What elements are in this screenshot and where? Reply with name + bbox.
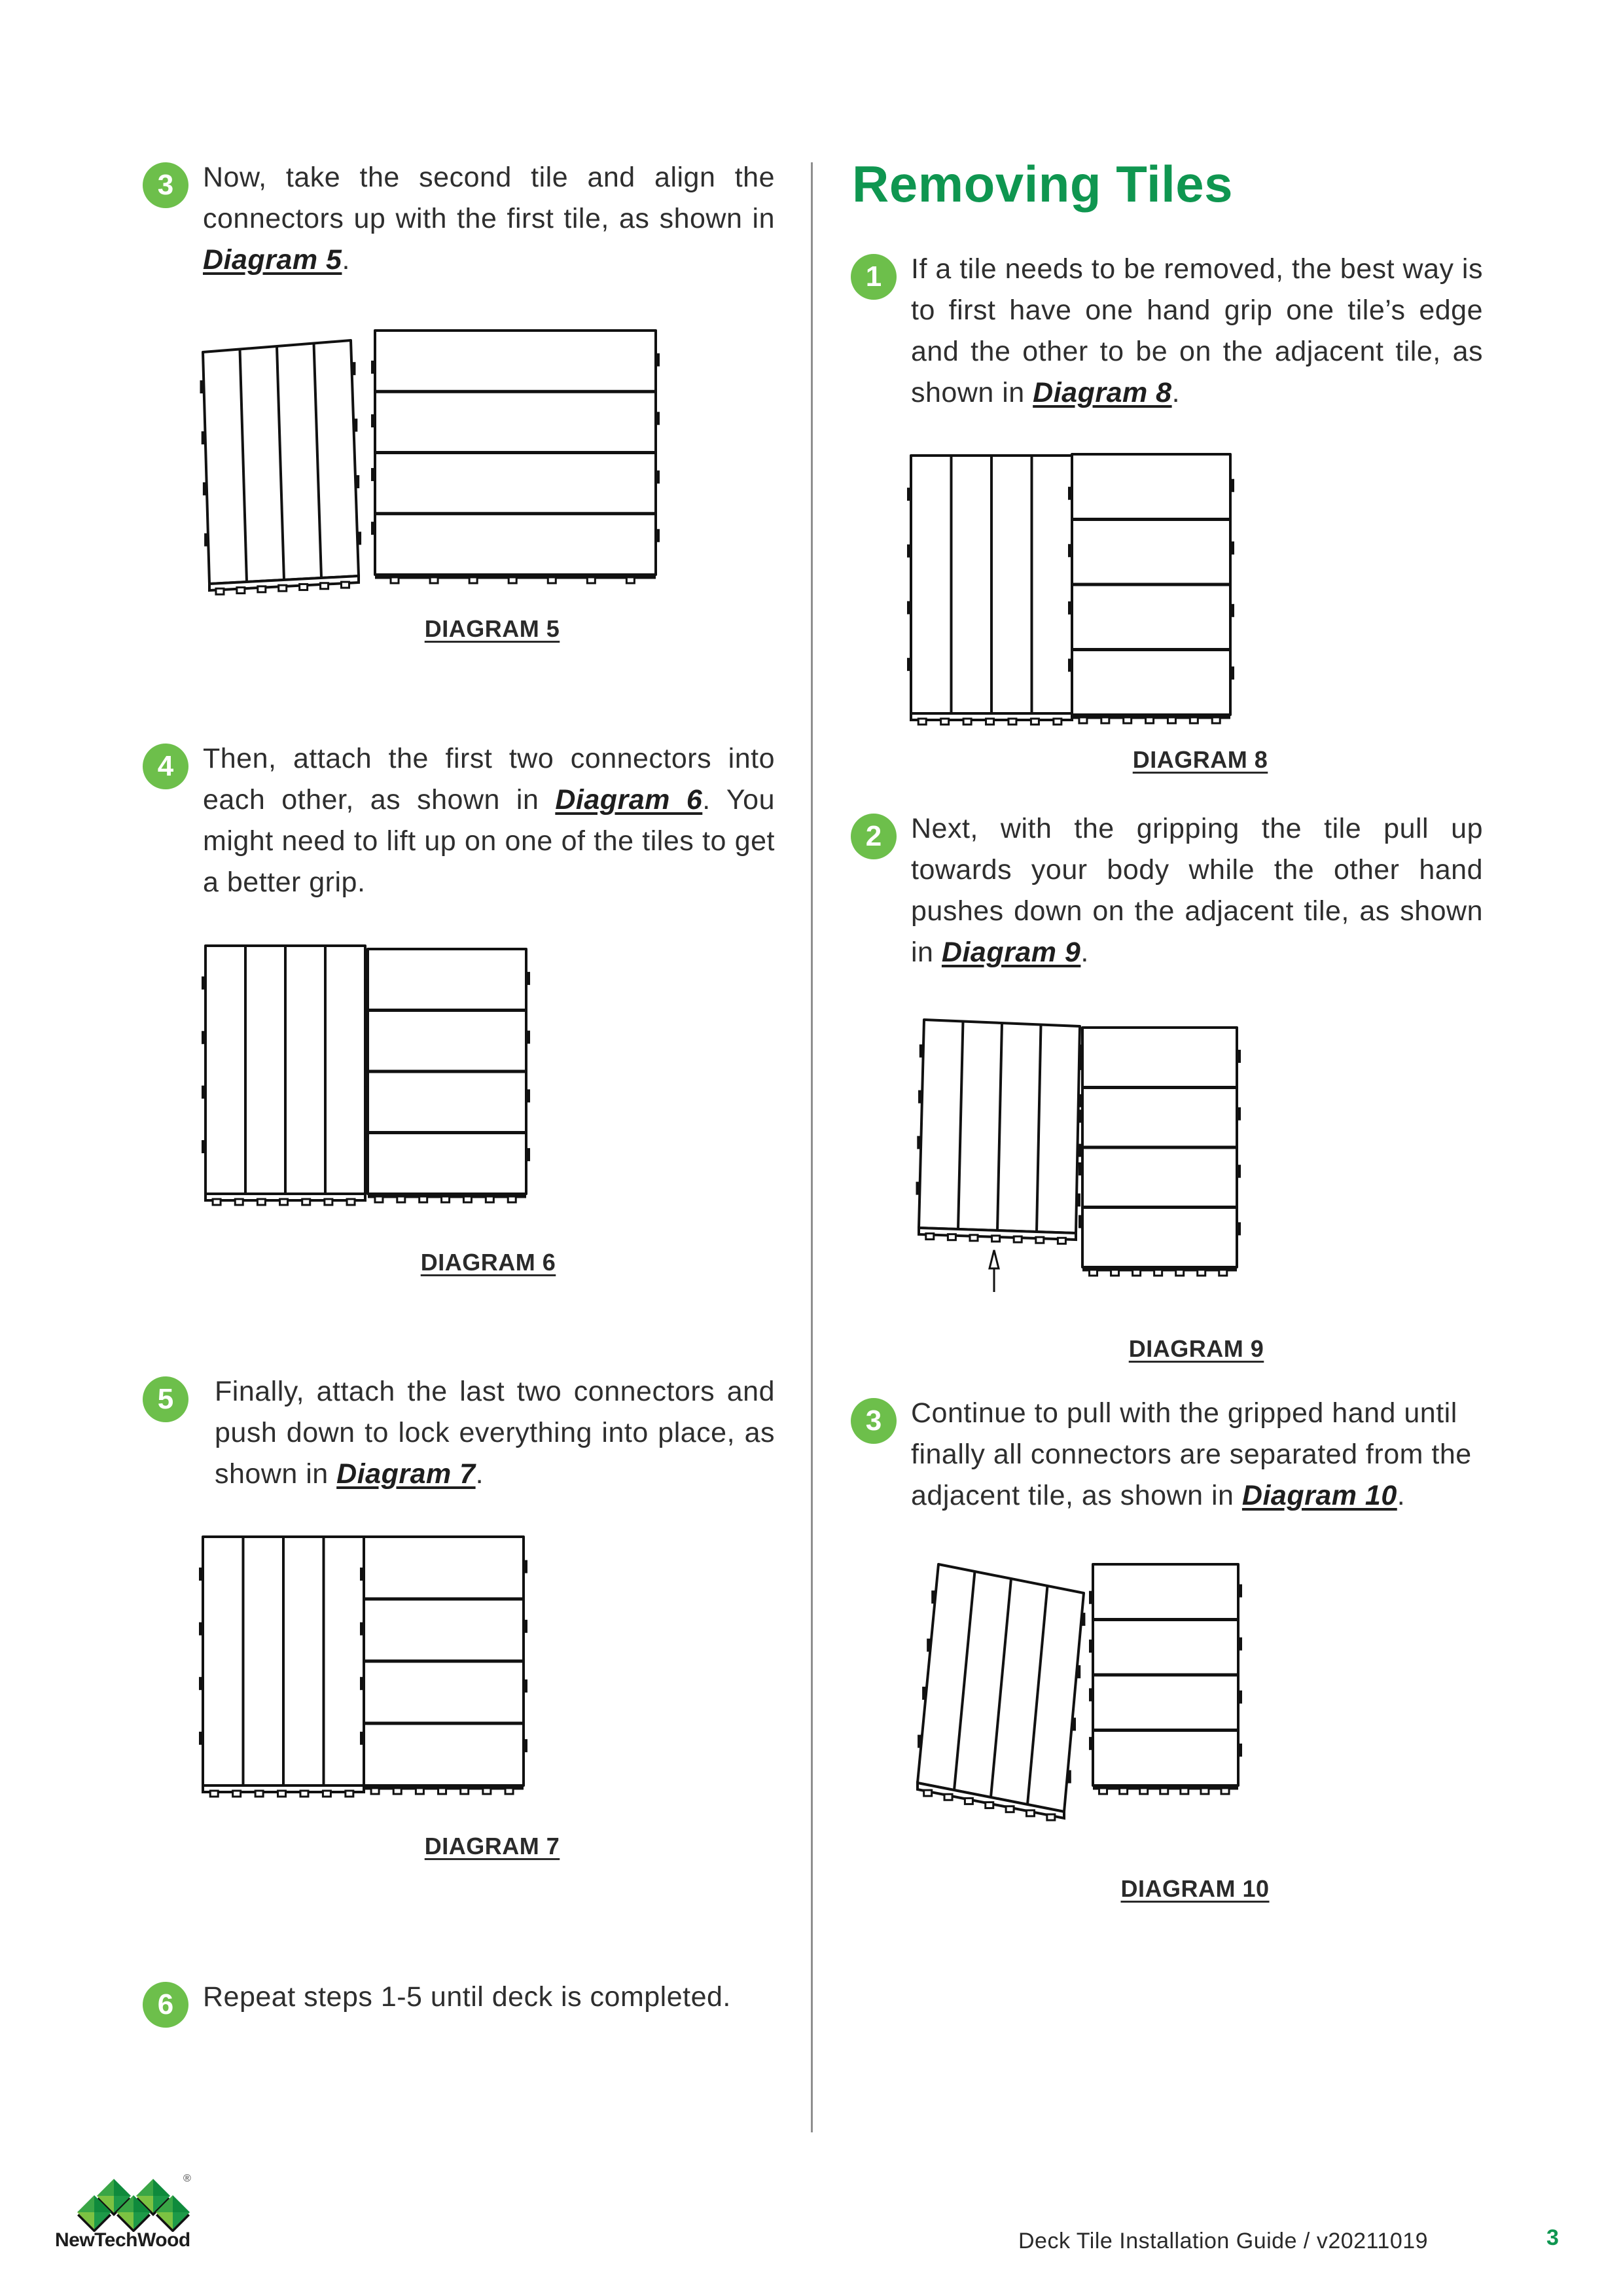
page-number: 3 (1546, 2225, 1559, 2250)
side-nub (1079, 1215, 1082, 1228)
side-nub (907, 488, 911, 501)
diagram-drawing (903, 445, 1492, 733)
side-nub (1238, 1691, 1242, 1704)
connector-tab (1219, 1270, 1227, 1276)
connector-tab (963, 719, 971, 725)
side-nub (1089, 1737, 1093, 1750)
step-text: Continue to pull with the gripped hand until finally all connectors are separated from the adjacent tile, as shown in Diagram 10. (911, 1397, 1472, 1511)
side-nub (199, 1677, 203, 1690)
connector-tab (1120, 1788, 1128, 1794)
connector-tab (1099, 1788, 1107, 1794)
side-nub (199, 1568, 203, 1581)
diagram-10-caption: DIAGRAM 10 (1120, 1875, 1270, 1902)
diagram-5-caption: DIAGRAM 5 (424, 615, 560, 642)
side-nub (931, 1590, 935, 1604)
side-nub (364, 1141, 368, 1154)
tile-horizontal-planks (1089, 1564, 1242, 1794)
pyramid-face (153, 2179, 170, 2196)
connector-tab (347, 1199, 355, 1205)
connector-tab (1124, 717, 1132, 723)
connector-tab (1201, 1788, 1209, 1794)
connector-tab (341, 582, 349, 588)
connector-tab (1221, 1788, 1229, 1794)
side-nub (360, 1623, 364, 1636)
side-nub (1089, 1591, 1093, 1604)
tile-vertical-planks (918, 1564, 1085, 1820)
side-nub (1068, 601, 1072, 615)
side-nub (927, 1639, 931, 1652)
side-nub (524, 1560, 527, 1573)
side-nub (524, 1739, 527, 1752)
side-nub (360, 1732, 364, 1745)
registered-mark: ® (183, 2173, 191, 2184)
tile-horizontal-planks (371, 331, 660, 583)
side-nub (907, 545, 911, 558)
connector-tab (1101, 717, 1109, 723)
side-nub (199, 1732, 203, 1745)
connector-tab (442, 1196, 450, 1202)
side-nub (1230, 541, 1234, 554)
connector-tab (1181, 1788, 1188, 1794)
tile-horizontal-planks (1068, 454, 1234, 723)
connector-tab (430, 577, 438, 583)
diagram-5 (196, 314, 785, 622)
connector-tab (970, 1235, 978, 1241)
side-nub (656, 353, 660, 367)
connector-tab (1160, 1788, 1168, 1794)
connector-tab (508, 577, 516, 583)
connector-tab (419, 1196, 427, 1202)
tile-vertical-planks (202, 946, 369, 1205)
connector-tab (278, 1791, 286, 1797)
connector-tab (924, 1790, 932, 1796)
side-nub (202, 977, 205, 990)
step-number-badge: 3 (851, 1398, 897, 1444)
connector-tab (463, 1196, 471, 1202)
tile-vertical-planks (199, 1537, 368, 1797)
diagram-8-link[interactable]: Diagram 8 (1033, 377, 1172, 408)
step-text: If a tile needs to be removed, the best way is to first have one hand grip one tile’s edge and the other to be on the adjacent tile, as shown in Diagram 8. (911, 253, 1483, 408)
tile-vertical-planks (907, 456, 1076, 725)
side-nub (202, 1086, 205, 1099)
side-nub (1077, 1665, 1080, 1678)
diagram-7 (196, 1518, 785, 1826)
connector-tab (216, 588, 224, 594)
connector-tab (1190, 717, 1198, 723)
side-nub (371, 361, 375, 374)
side-nub (1237, 1165, 1241, 1178)
connector-tab (258, 586, 266, 592)
remove-step-3 (851, 1393, 1483, 1516)
pyramid-face (173, 2195, 190, 2212)
diagram-6-caption: DIAGRAM 6 (420, 1249, 556, 1276)
step-text: Then, attach the first two connectors into each other, as shown in Diagram 6. You might need to lift up on one of the tiles to get a better grip. (203, 743, 775, 898)
side-nub (203, 482, 207, 495)
pyramid-face (77, 2195, 94, 2212)
connector-tab (302, 1199, 310, 1205)
side-nub (351, 362, 355, 375)
diagram-drawing (903, 1532, 1492, 1859)
connector-tab (391, 577, 399, 583)
connector-tab (280, 1199, 288, 1205)
section-heading: Removing Tiles (852, 155, 1234, 213)
document-title: Deck Tile Installation Guide / v20211019 (1018, 2229, 1429, 2253)
diagram-drawing (196, 314, 785, 622)
connector-tab (486, 1196, 493, 1202)
connector-tab (210, 1791, 218, 1797)
side-nub (1237, 1107, 1241, 1121)
step-text: Finally, attach the last two connectors and push down to lock everything into place, as shown in Diagram 7. (215, 1376, 775, 1490)
side-nub (353, 419, 357, 432)
connector-tab (626, 577, 634, 583)
side-nub (656, 471, 660, 484)
connector-tab (323, 1791, 330, 1797)
side-nub (1230, 479, 1234, 492)
side-nub (526, 1089, 530, 1102)
connector-tab (279, 585, 287, 591)
connector-tab (1154, 1270, 1162, 1276)
tile-vertical-planks (916, 1020, 1084, 1244)
diagram-10-link[interactable]: Diagram 10 (1241, 1480, 1397, 1511)
diagram-8 (903, 445, 1492, 733)
side-nub (1079, 1109, 1082, 1122)
side-nub (1068, 487, 1072, 500)
install-step-6 (143, 1977, 775, 2028)
side-nub (918, 1090, 922, 1103)
connector-tab (438, 1788, 446, 1794)
connector-tab (346, 1791, 353, 1797)
connector-tab (986, 1803, 993, 1808)
newtechwood-logo (55, 2173, 212, 2251)
upward-arrow-icon (990, 1250, 999, 1292)
remove-step-2 (851, 808, 1483, 973)
diagram-8-caption: DIAGRAM 8 (1132, 746, 1268, 773)
install-step-4 (143, 738, 775, 903)
connector-tab (416, 1788, 423, 1794)
side-nub (917, 1136, 921, 1149)
step-text: Repeat steps 1-5 until deck is completed. (203, 1981, 731, 2013)
connector-tab (1031, 719, 1039, 725)
diagram-5-link[interactable]: Diagram 5 (203, 244, 342, 276)
connector-tab (300, 1791, 308, 1797)
diagram-drawing (196, 1518, 785, 1826)
tile-horizontal-planks (1079, 1028, 1241, 1276)
tile-horizontal-planks (364, 949, 530, 1202)
side-nub (1079, 1057, 1082, 1070)
connector-tab (321, 583, 329, 589)
side-nub (355, 475, 359, 488)
diagram-9-caption: DIAGRAM 9 (1128, 1335, 1264, 1362)
side-nub (1237, 1222, 1241, 1235)
side-nub (1089, 1640, 1093, 1653)
connector-tab (505, 1788, 513, 1794)
connector-tab (1079, 717, 1087, 723)
side-nub (1081, 1613, 1085, 1626)
connector-tab (461, 1788, 469, 1794)
remove-step-1 (851, 249, 1483, 414)
connector-tab (393, 1788, 401, 1794)
connector-tab (1058, 1238, 1065, 1244)
pyramid-face (136, 2179, 153, 2196)
tile-horizontal-planks (360, 1537, 527, 1794)
side-nub (1237, 1050, 1241, 1063)
connector-tab (300, 584, 308, 590)
side-nub (1230, 666, 1234, 679)
tile-vertical-planks (200, 340, 362, 594)
connector-tab (371, 1788, 379, 1794)
side-nub (524, 1620, 527, 1633)
connector-tab (1198, 1270, 1205, 1276)
side-nub (1238, 1638, 1242, 1651)
side-nub (524, 1679, 527, 1693)
side-nub (1068, 658, 1072, 672)
connector-tab (948, 1234, 955, 1240)
connector-tab (587, 577, 595, 583)
pyramid-face (97, 2179, 114, 2196)
connector-tab (926, 1234, 934, 1240)
connector-tab (233, 1791, 241, 1797)
connector-tab (1008, 719, 1016, 725)
side-nub (202, 1140, 205, 1153)
side-nub (199, 1623, 203, 1636)
side-nub (919, 1045, 923, 1058)
connector-tab (1146, 717, 1154, 723)
connector-tab (257, 1199, 265, 1205)
connector-tab (1176, 1270, 1184, 1276)
connector-tab (255, 1791, 263, 1797)
pyramid-face (114, 2179, 131, 2196)
side-nub (656, 529, 660, 542)
step-text: Now, take the second tile and align the connectors up with the first tile, as shown in Diagram 5. (203, 162, 775, 276)
diagram-drawing (903, 1001, 1492, 1329)
side-nub (526, 972, 530, 985)
step-number-badge: 2 (851, 814, 897, 859)
connector-tab (237, 587, 245, 593)
connector-tab (397, 1196, 405, 1202)
connector-tab (1026, 1810, 1034, 1816)
side-nub (1067, 1770, 1071, 1784)
side-nub (916, 1182, 920, 1195)
connector-tab (325, 1199, 332, 1205)
step-text: Next, with the gripping the tile pull up towards your body while the other hand pushes down on the adjacent tile, as shown in Diagram 9. (911, 813, 1483, 968)
side-nub (371, 468, 375, 481)
diagram-9 (903, 1001, 1492, 1329)
connector-tab (469, 577, 477, 583)
connector-tab (1090, 1270, 1097, 1276)
install-step-5 (143, 1371, 775, 1495)
side-nub (1238, 1585, 1242, 1598)
connector-tab (1212, 717, 1220, 723)
side-nub (202, 431, 205, 444)
step-number-badge: 1 (851, 254, 897, 300)
connector-tab (944, 1794, 952, 1800)
connector-tab (375, 1196, 383, 1202)
connector-tab (548, 577, 556, 583)
step-number-badge: 3 (143, 162, 188, 208)
side-nub (918, 1735, 921, 1748)
side-nub (1230, 604, 1234, 617)
side-nub (526, 1031, 530, 1044)
arrow-head (990, 1250, 999, 1268)
side-nub (526, 1148, 530, 1161)
side-nub (360, 1568, 364, 1581)
connector-tab (992, 1236, 1000, 1242)
connector-tab (965, 1798, 972, 1804)
connector-tab (235, 1199, 243, 1205)
connector-tab (1036, 1237, 1044, 1243)
step-number-badge: 4 (143, 744, 188, 789)
side-nub (371, 414, 375, 427)
side-nub (1238, 1744, 1242, 1757)
column-divider (811, 162, 813, 2132)
diagram-6 (196, 929, 785, 1237)
connector-tab (1140, 1788, 1148, 1794)
side-nub (364, 979, 368, 992)
side-nub (204, 533, 208, 547)
diagram-6-link[interactable]: Diagram 6 (555, 784, 703, 816)
install-step-3 (143, 157, 775, 281)
side-nub (1072, 1717, 1076, 1731)
diagram-10 (903, 1532, 1492, 1859)
connector-tab (213, 1199, 221, 1205)
connector-tab (483, 1788, 491, 1794)
side-nub (1079, 1162, 1082, 1175)
connector-tab (941, 719, 949, 725)
connector-tab (986, 719, 994, 725)
side-nub (364, 1033, 368, 1046)
step-number-badge: 5 (143, 1376, 188, 1422)
side-nub (371, 522, 375, 535)
side-nub (907, 601, 911, 614)
diagram-7-link[interactable]: Diagram 7 (336, 1458, 476, 1490)
side-nub (656, 412, 660, 425)
connector-tab (1133, 1270, 1141, 1276)
side-nub (1068, 544, 1072, 557)
connector-tab (1047, 1814, 1055, 1820)
connector-tab (1006, 1806, 1014, 1812)
side-nub (1089, 1688, 1093, 1701)
connector-tab (918, 719, 926, 725)
diagram-drawing (196, 929, 785, 1237)
brand-name: NewTechWood (55, 2229, 190, 2251)
connector-tab (508, 1196, 516, 1202)
side-nub (202, 1031, 205, 1044)
side-nub (1077, 1144, 1081, 1157)
side-nub (1077, 1193, 1080, 1206)
side-nub (357, 531, 361, 545)
side-nub (200, 380, 204, 393)
side-nub (922, 1687, 926, 1700)
side-nub (364, 1087, 368, 1100)
connector-tab (1168, 717, 1175, 723)
connector-tab (1111, 1270, 1119, 1276)
diagram-9-link[interactable]: Diagram 9 (941, 937, 1081, 968)
side-nub (907, 658, 911, 671)
connector-tab (1014, 1236, 1022, 1242)
step-number-badge: 6 (143, 1982, 188, 2028)
diagram-7-caption: DIAGRAM 7 (424, 1833, 560, 1859)
side-nub (360, 1677, 364, 1690)
connector-tab (1054, 719, 1061, 725)
